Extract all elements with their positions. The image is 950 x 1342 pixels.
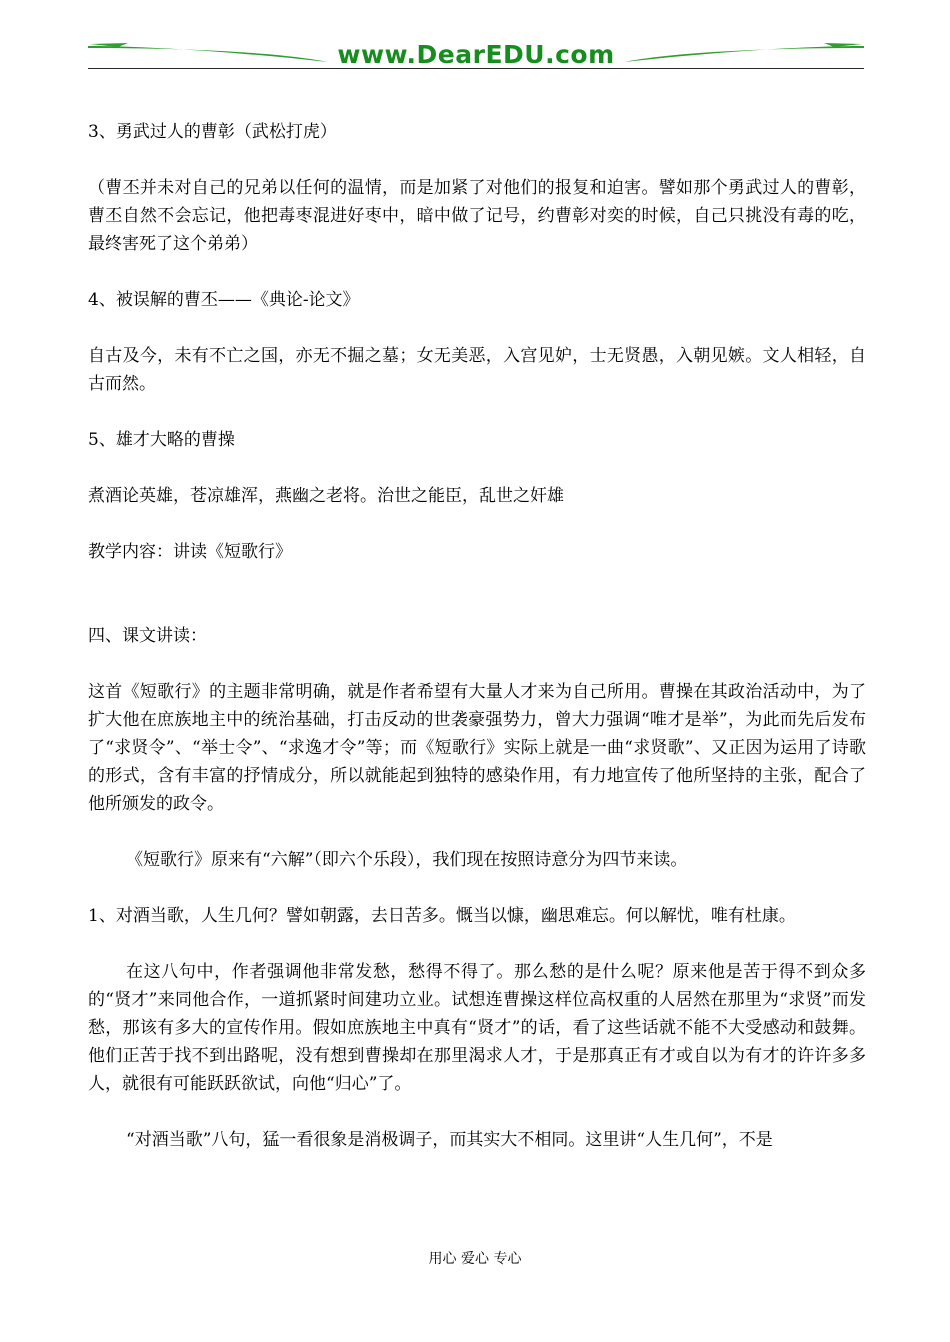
section-heading: 四、课文讲读： (88, 626, 207, 646)
body-paragraph: （曹丕并未对自己的兄弟以任何的温情，而是加紧了对他们的报复和迫害。譬如那个勇武过人的曹彰，曹丕自然不会忘记，他把毒枣混进好枣中，暗中做了记号，约曹彰对奕的时候，自己只挑没有毒的吃，最终害死了这个弟弟） (88, 178, 866, 254)
body-paragraph: 《短歌行》原来有“六解”（即六个乐段），我们现在按照诗意分为四节来读。 (126, 850, 688, 870)
poem-stanza: 1、对酒当歌，人生几何？譬如朝露，去日苦多。慨当以慷，幽思难忘。何以解忧，唯有杜康。 (88, 906, 796, 926)
body-paragraph: 这首《短歌行》的主题非常明确，就是作者希望有大量人才来为自己所用。曹操在其政治活动中，为了扩大他在庶族地主中的统治基础，打击反动的世袭豪强势力，曾大力强调“唯才是举”，为此而先后发布了“求贤令”、“举士令”、“求逸才令”等；而《短歌行》实际上就是一曲“求贤歌”、又正因为运用了诗歌的形式，含有丰富的抒情成分，所以就能起到独特的感染作用，有力地宣传了他所坚持的主张，配合了他所颁发的政令。 (88, 682, 866, 814)
site-header (88, 38, 864, 72)
body-paragraph: “对酒当歌”八句，猛一看很象是消极调子，而其实大不相同。这里讲“人生几何”，不是 (126, 1130, 773, 1150)
body-paragraph: 自古及今，未有不亡之国，亦无不掘之墓；女无美恶，入宫见妒，士无贤愚，入朝见嫉。文人相轻，自古而然。 (88, 346, 866, 394)
site-logo-text[interactable]: www.DearEDU.com (337, 40, 615, 69)
section-heading: 3、勇武过人的曹彰（武松打虎） (88, 122, 337, 142)
body-paragraph: 教学内容：讲读《短歌行》 (88, 542, 292, 562)
document-body (88, 118, 866, 1154)
body-paragraph: 煮酒论英雄，苍凉雄浑，燕幽之老将。治世之能臣，乱世之奸雄 (88, 486, 564, 506)
page-footer: 用心 爱心 专心 (428, 1251, 522, 1267)
section-heading: 4、被误解的曹丕——《典论-论文》 (88, 290, 360, 310)
body-paragraph: 在这八句中，作者强调他非常发愁，愁得不得了。那么愁的是什么呢？原来他是苦于得不到众多的“贤才”来同他合作，一道抓紧时间建功立业。试想连曹操这样位高权重的人居然在那里为“求贤”而发愁，那该有多大的宣传作用。假如庶族地主中真有“贤才”的话，看了这些话就不能不大受感动和鼓舞。他们正苦于找不到出路呢，没有想到曹操却在那里渴求人才，于是那真正有才或自以为有才的许许多多人，就很有可能跃跃欲试，向他“归心”了。 (88, 962, 866, 1094)
header-divider (88, 68, 864, 69)
section-heading: 5、雄才大略的曹操 (88, 430, 235, 450)
